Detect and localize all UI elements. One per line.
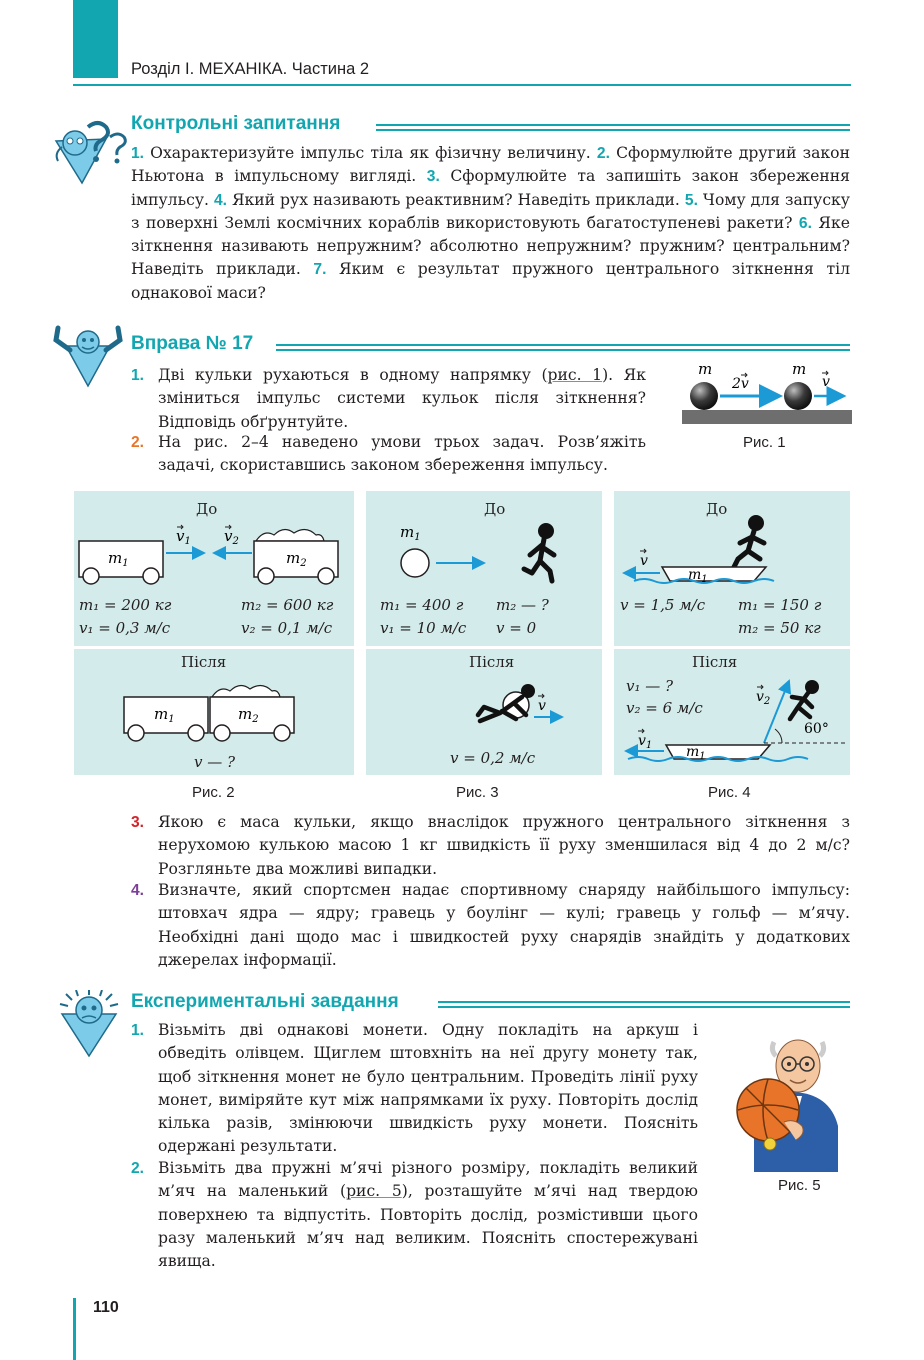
svg-text:v2 [224, 527, 239, 547]
divider [614, 646, 850, 649]
boat-mass: m [686, 744, 700, 760]
task-2-number: 2. [131, 434, 145, 451]
ball-mass-right: m [792, 360, 807, 378]
carts-after [74, 677, 354, 747]
figure-2-caption: Рис. 2 [192, 784, 235, 801]
figure-5-caption: Рис. 5 [778, 1177, 821, 1194]
experiment-2-number: 2. [131, 1160, 145, 1177]
figure-2-panel [74, 491, 354, 775]
experimental-title: Експериментальні завдання [131, 991, 399, 1012]
given-v: v = 1,5 м/с [620, 596, 706, 614]
boat-mass: m [688, 567, 702, 583]
svg-text:m1 [400, 523, 421, 543]
before-label: До [706, 500, 728, 518]
given-v1: v₁ = 10 м/с [380, 619, 467, 637]
before-label: До [484, 500, 506, 518]
figure-3-panel [366, 491, 602, 775]
title-rule [438, 1001, 850, 1003]
figure-1-balls [680, 358, 852, 428]
given-v: v = 0 [496, 619, 537, 637]
velocity-left: 2v [732, 376, 749, 392]
boat-velocity: v [638, 733, 646, 749]
task-4-number: 4. [131, 882, 145, 899]
given-v2: v₂ = 0,1 м/с [241, 619, 333, 637]
thinking-mascot-icon [48, 117, 128, 185]
velocity-2-subscript: 2 [232, 536, 239, 547]
divider [74, 646, 354, 649]
given-m1: m₁ = 400 г [380, 596, 464, 614]
question-1: 1. Охарактеризуйте імпульс тіла як фізичну величину. [131, 144, 591, 162]
task-3-number: 3. [131, 814, 145, 831]
cart-1-subscript: 1 [122, 558, 129, 569]
velocity-2: v [224, 527, 233, 545]
person-velocity: v [756, 689, 764, 705]
question-4: 4. Який рух називають реактивним? Наведіть приклади. [213, 190, 680, 209]
given-v1: v₁ = 0,3 м/с [79, 619, 171, 637]
title-rule [276, 349, 850, 351]
page-number: 110 [93, 1299, 119, 1316]
title-rule [376, 124, 850, 126]
ball-and-person-before [366, 517, 602, 587]
given-v2: v₂ = 6 м/с [626, 699, 703, 717]
cart-1-subscript: 1 [168, 714, 175, 725]
question-7: 7. Яким є результат пружного центрального зіткнення тіл однакової маси? [131, 260, 850, 302]
experiment-2-text: Візьміть два пружні м’ячі різного розміру, покладіть великий м’яч на маленький (рис. 5), розташуйте м’ячі над твердою поверхнею та відпустіть. Повторіть дослід, розмістивши цього разу маленький м’яч над великим. Поясніть спостережувані явища. [158, 1159, 698, 1271]
given-m2: m₂ = 600 кг [241, 596, 334, 614]
after-label: Після [692, 653, 738, 671]
figure-5-professor-with-balls [734, 1026, 848, 1172]
ball-mass-subscript: 1 [414, 532, 421, 543]
header-rule [73, 84, 851, 86]
question-2: 2. Сформулюйте другий закон Ньютона в імпульсному вигляді. [131, 144, 850, 186]
velocity-right: v [822, 374, 830, 390]
task-3-text: Якою є маса кульки, якщо внаслідок пружного центрального зіткнення з нерухомою кулькою масою 1 кг швидкість її руху зменшилася від 4 до 2 м/с? Розгляньте два можливі випадки. [158, 813, 850, 878]
ball-mass: m [400, 523, 415, 541]
figure-4-caption: Рис. 4 [708, 784, 751, 801]
experiment-mascot-icon [52, 990, 126, 1058]
boat-mass-subscript: 1 [701, 574, 708, 585]
boat-mass-subscript: 1 [699, 751, 706, 762]
cart-2-mass: m [286, 549, 301, 567]
title-rule [276, 344, 850, 346]
experiment-1-text: Візьміть дві однакові монети. Одну покладіть на аркуш і обведіть олівцем. Щиглем штовхніть на неї другу монету так, щоб зіткнення монет не було центральним. Проведіть лінії руху монет, виміряйте кут між напрямками їх руху. Повторіть дослід кілька разів, змінюючи швидкість руху монети. Поясніть одержані результати. [158, 1021, 698, 1156]
unknown-velocity: v — ? [194, 753, 236, 771]
before-label: До [196, 500, 218, 518]
experiment-1-number: 1. [131, 1022, 145, 1039]
svg-text:v1 [176, 527, 191, 547]
task-2-text: На рис. 2–4 наведено умови трьох задач. Розв’яжіть задачі, скориставшись законом збереження імпульсу. [158, 433, 646, 475]
figure-3-caption: Рис. 3 [456, 784, 499, 801]
after-velocity: v = 0,2 м/с [450, 749, 536, 767]
control-questions [131, 142, 850, 305]
given-m1: m₁ = 150 г [738, 596, 822, 614]
carts-before [74, 517, 354, 585]
question-6: 6. Яке зіткнення називають непружним? абсолютно непружним? пружним? центральним? Наведіть приклади. [131, 213, 850, 279]
cart-2-subscript: 2 [252, 714, 259, 725]
after-label: Після [181, 653, 227, 671]
fig-5-link[interactable]: рис. 5 [346, 1182, 402, 1201]
given-m2: m₂ — ? [496, 596, 549, 614]
cart-1-mass: m [154, 705, 169, 723]
divider [366, 646, 602, 649]
svg-text:v2: $v_2$ [756, 689, 771, 707]
angle-label: 60° [804, 721, 829, 737]
figure-1-caption: Рис. 1 [743, 434, 786, 451]
svg-text:v1: $v_1$ [638, 733, 653, 751]
question-5: 5. Чому для запуску з поверхні Землі космічних кораблів використовують багатоступеневі ракети? [131, 190, 850, 232]
ball-mass-left: m [698, 360, 713, 378]
given-m1: m₁ = 200 кг [79, 596, 172, 614]
question-3: 3. Сформулюйте та запишіть закон збереження імпульсу. [131, 167, 850, 209]
fig-1-link[interactable]: рис. 1 [547, 366, 603, 384]
strong-mascot-icon [48, 320, 128, 388]
boat-velocity: v [640, 553, 648, 569]
header-tab [73, 0, 118, 78]
title-rule [438, 1006, 850, 1008]
task-1-number: 1. [131, 367, 145, 384]
figure-4-panel [614, 491, 850, 775]
footer-bar [73, 1298, 76, 1360]
cart-2-mass: m [238, 705, 253, 723]
cart-2-subscript: 2 [300, 558, 307, 569]
given-m2: m₂ = 50 кг [738, 619, 821, 637]
boat-jump-after [614, 671, 850, 771]
velocity-1-subscript: 1 [184, 536, 191, 547]
unknown-v1: v₁ — ? [626, 677, 674, 695]
task-1-text: Дві кульки рухаються в одному напрямку (рис. 1). Як зміниться імпульс системи кульок після зіткнення? Відповідь обґрунтуйте. [158, 366, 646, 431]
cart-1-mass: m [108, 549, 123, 567]
velocity-label: v [538, 698, 546, 714]
velocity-1: v [176, 527, 185, 545]
exercise-title: Вправа № 17 [131, 333, 254, 354]
title-rule [376, 129, 850, 131]
task-4-text: Визначте, який спортсмен надає спортивному снаряду найбільшого імпульсу: штовхач ядра — ядру; гравець у боулінг — кулі; гравець у гольф — м’ячу. Необхідні дані щодо мас і швидкостей руху снарядів знайдіть у додаткових джерелах інформації. [158, 881, 850, 969]
person-with-ball-after [366, 677, 602, 743]
section-title: Розділ I. МЕХАНІКА. Частина 2 [131, 60, 370, 78]
boat-with-person-before [614, 513, 850, 589]
after-label: Після [469, 653, 515, 671]
control-questions-title: Контрольні запитання [131, 113, 341, 134]
